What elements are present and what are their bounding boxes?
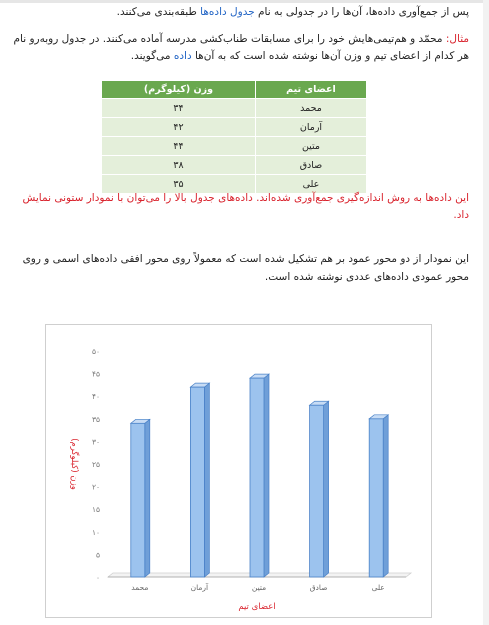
x-tick-label: متین bbox=[251, 583, 267, 592]
x-axis-title: اعضای تیم bbox=[238, 602, 276, 612]
example-label: مثال: bbox=[445, 33, 469, 45]
bar bbox=[250, 378, 264, 577]
table-row bbox=[102, 156, 367, 175]
table-row bbox=[102, 137, 367, 156]
team-weight-table bbox=[101, 80, 367, 194]
y-tick-label: ۰ bbox=[95, 573, 100, 582]
member-weight: ۳۸ bbox=[102, 156, 256, 175]
member-name: صادق bbox=[255, 156, 366, 175]
intro-paragraph bbox=[29, 4, 469, 21]
member-name: محمد bbox=[255, 99, 366, 118]
chart-explanation: این نمودار از دو محور عمود بر هم تشکیل شده است که معمولاً روی محور افقی داده‌های اسمی و روی محور عمودی داده‌های عددی نوشته شده است. bbox=[22, 253, 469, 283]
y-tick-label: ۴۰ bbox=[91, 392, 100, 402]
bar bbox=[369, 419, 383, 577]
y-tick-label: ۵۰ bbox=[91, 347, 100, 356]
header-weight: وزن (کیلوگرم) bbox=[102, 81, 256, 99]
member-weight: ۳۵ bbox=[102, 175, 256, 194]
bar bbox=[310, 405, 324, 577]
y-tick-label: ۱۵ bbox=[91, 505, 100, 515]
bar-side bbox=[145, 419, 150, 577]
y-tick-label: ۳۵ bbox=[91, 414, 100, 424]
table-header-row bbox=[102, 81, 367, 99]
x-tick-label: آرمان bbox=[190, 583, 209, 592]
intro-text-end: طبقه‌بندی می‌کنند. bbox=[116, 6, 201, 18]
bar-side bbox=[204, 383, 209, 577]
bar-side bbox=[324, 401, 329, 577]
bar bbox=[190, 387, 204, 577]
header-team-members: اعضای تیم bbox=[255, 81, 366, 99]
top-rule bbox=[0, 0, 489, 3]
member-name: علی bbox=[255, 175, 366, 194]
example-paragraph bbox=[9, 31, 469, 65]
y-tick-label: ۵ bbox=[95, 550, 100, 560]
x-tick-label: محمد bbox=[131, 583, 149, 592]
data-table-term: جدول داده‌ها bbox=[200, 6, 255, 18]
x-tick-label: علی bbox=[371, 583, 385, 592]
intro-text-start: پس از جمع‌آوری داده‌ها، آن‌ها را در جدولی به نام bbox=[254, 6, 469, 18]
chart-canvas bbox=[46, 325, 431, 617]
y-tick-label: ۳۰ bbox=[91, 437, 100, 447]
y-tick-label: ۱۰ bbox=[91, 527, 100, 537]
y-tick-label: ۴۵ bbox=[91, 369, 100, 379]
data-term: داده bbox=[173, 50, 192, 62]
measurement-note: این داده‌ها به روش اندازه‌گیری جمع‌آوری شده‌اند. داده‌های جدول بالا را می‌توان با نمودار ستونی نمایش داد. bbox=[22, 192, 469, 221]
member-weight: ۳۴ bbox=[102, 99, 256, 118]
bar-side bbox=[264, 374, 269, 577]
y-tick-label: ۲۵ bbox=[91, 460, 100, 469]
bar-side bbox=[383, 415, 388, 577]
bar bbox=[131, 423, 145, 577]
table-row bbox=[102, 118, 367, 137]
weight-bar-chart bbox=[45, 324, 432, 618]
example-text-start: محمّد و هم‌تیمی‌هایش خود را برای مسابقات طناب‌کشی مدرسه آماده می‌کنند. در جدول روبه‌رو نام هر کدام از اعضای تیم و وزن آن‌ها نوشته شده است که به آن‌ها bbox=[13, 33, 469, 62]
y-axis-title: وزن (کیلوگرم) bbox=[69, 438, 79, 490]
member-name: متین bbox=[255, 137, 366, 156]
member-weight: ۴۲ bbox=[102, 118, 256, 137]
member-weight: ۴۴ bbox=[102, 137, 256, 156]
y-tick-label: ۲۰ bbox=[91, 482, 100, 492]
x-tick-label: صادق bbox=[309, 583, 328, 592]
member-name: آرمان bbox=[255, 118, 366, 137]
example-text-end: می‌گویند. bbox=[130, 50, 174, 62]
table-row bbox=[102, 99, 367, 118]
right-margin-rule bbox=[483, 0, 489, 625]
